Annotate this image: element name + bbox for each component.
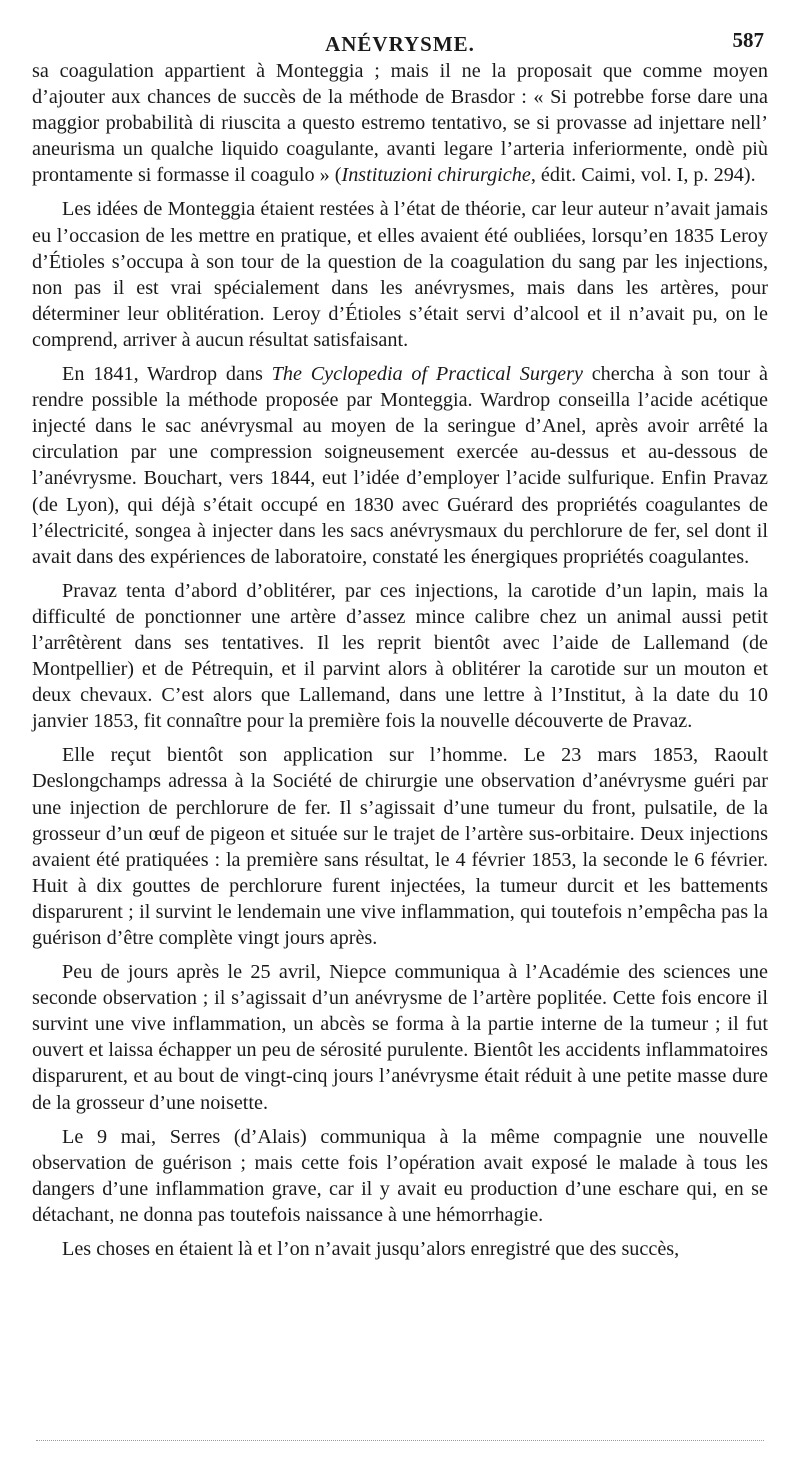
paragraph-2	[32, 196, 768, 353]
paragraph-3-text-2: chercha à son tour à rendre possible la méthode proposée par Monteggia. Wardrop conseilla l’acide acétique injecté dans le sac anévrysmal au moyen de la seringue d’Anel, après avoir arrêté la circulation par une compression soigneusement exercée au-dessus et au-dessous de l’anévrysme. Bouchart, vers 1844, eut l’idée d’employer l’acide sulfurique. Enfin Pravaz (de Lyon), qui déjà s’était occupé en 1830 avec Guérard des propriétés coagulantes de l’électricité, songea à injecter dans les sacs anévrysmaux du perchlorure de fer, sel dont il avait dans des expériences de laboratoire, constaté les énergiques propriétés coagulantes.	[32, 363, 768, 568]
paragraph-7	[32, 1124, 768, 1228]
page-title: ANÉVRYSME.	[325, 32, 475, 56]
paragraph-4	[32, 578, 768, 735]
paragraph-1-text-2: , édit. Caimi, vol. I, p. 294).	[530, 164, 756, 187]
paragraph-5	[32, 742, 768, 951]
paragraph-7-text: Le 9 mai, Serres (d’Alais) communiqua à la même compagnie une nouvelle observation de guérison ; mais cette fois l’opération avait exposé le malade à tous les dangers d’une inflammation grave, car il y avait eu production d’une eschare qui, en se détachant, ne donna pas toutefois naissance à une hémorrhagie.	[32, 1125, 768, 1226]
paragraph-2-text: Les idées de Monteggia étaient restées à l’état de théorie, car leur auteur n’avait jamais eu l’occasion de les mettre en pratique, et elles avaient été oubliées, lorsqu’en 1835 Leroy d’Étioles s’occupa à son tour de la question de la coagulation du sang par les injections, non pas il est vrai spécialement dans les anévrysmes, mais dans les artères, pour déterminer leur oblitération. Leroy d’Étioles s’était servi d’alcool et il n’avait pu, on le comprend, arriver à aucun résultat satisfaisant.	[32, 198, 768, 351]
paragraph-3-text-1: En 1841, Wardrop dans	[62, 363, 272, 386]
paragraph-1	[32, 58, 768, 188]
page-number: 587	[732, 28, 764, 52]
paragraph-6-text: Peu de jours après le 25 avril, Niepce communiqua à l’Académie des sciences une seconde observation ; il s’agissait d’un anévrysme de l’artère poplitée. Cette fois encore il survint une vive inflammation, un abcès se forma à la partie interne de la tumeur ; il fut ouvert et laissa échapper un peu de sérosité purulente. Bientôt les accidents inflammatoires disparurent, et au bout de vingt-cinq jours l’anévrysme était réduit à une petite masse dure de la grosseur d’une noisette.	[32, 961, 768, 1114]
paragraph-8-text: Les choses en étaient là et l’on n’avait jusqu’alors enregistré que des succès,	[62, 1238, 680, 1261]
paragraph-5-text: Elle reçut bientôt son application sur l’homme. Le 23 mars 1853, Raoult Deslongchamps adressa à la Société de chirurgie une observation d’anévrysme guéri par une injection de perchlorure de fer. Il s’agissait d’une tumeur du front, pulsatile, de la grosseur d’un œuf de pigeon et située sur le trajet de l’artère sus-orbitaire. Deux injections avaient été pratiquées : la première sans résultat, le 4 février 1853, la seconde le 6 février. Huit à dix gouttes de perchlorure furent injectées, la tumeur durcit et les battements disparurent ; il survint le lendemain une vive inflammation, qui toutefois n’empêcha pas la guérison d’être complète vingt jours après.	[32, 744, 768, 949]
bottom-scan-artifact	[36, 1440, 764, 1447]
paragraph-1-text-1: sa coagulation appartient à Monteggia ; mais il ne la proposait que comme moyen d’ajouter aux chances de succès de la méthode de Brasdor : « Si potrebbe forse dare una maggior probabilità di riuscita a questo estremo tentativo, se si provasse ad injettare nell’ aneurisma un qualche liquido coagulante, avanti legare l’arteria inferiormente, ondè più prontamente si formasse il coagulo » (	[32, 60, 768, 187]
paragraph-4-text: Pravaz tenta d’abord d’oblitérer, par ces injections, la carotide d’un lapin, mais la difficulté de ponctionner une artère d’assez mince calibre chez un animal aussi petit l’arrêtèrent dans ses tentatives. Il les reprit bientôt avec l’aide de Lallemand (de Montpellier) et de Pétrequin, et il parvint alors à oblitérer la carotide sur un mouton et deux chevaux. C’est alors que Lallemand, dans une lettre à l’Institut, à la date du 10 janvier 1853, fit connaître pour la première fois la nouvelle découverte de Pravaz.	[32, 579, 768, 733]
running-header	[32, 24, 768, 58]
paragraph-8	[32, 1236, 768, 1262]
paragraph-1-citation-title: Instituzioni chirurgiche	[341, 164, 531, 187]
paragraph-6	[32, 959, 768, 1116]
body-text	[32, 58, 768, 1262]
paragraph-3-book-title: The Cyclopedia of Practical Surgery	[271, 363, 583, 386]
page	[32, 24, 768, 1270]
paragraph-3	[32, 361, 768, 570]
